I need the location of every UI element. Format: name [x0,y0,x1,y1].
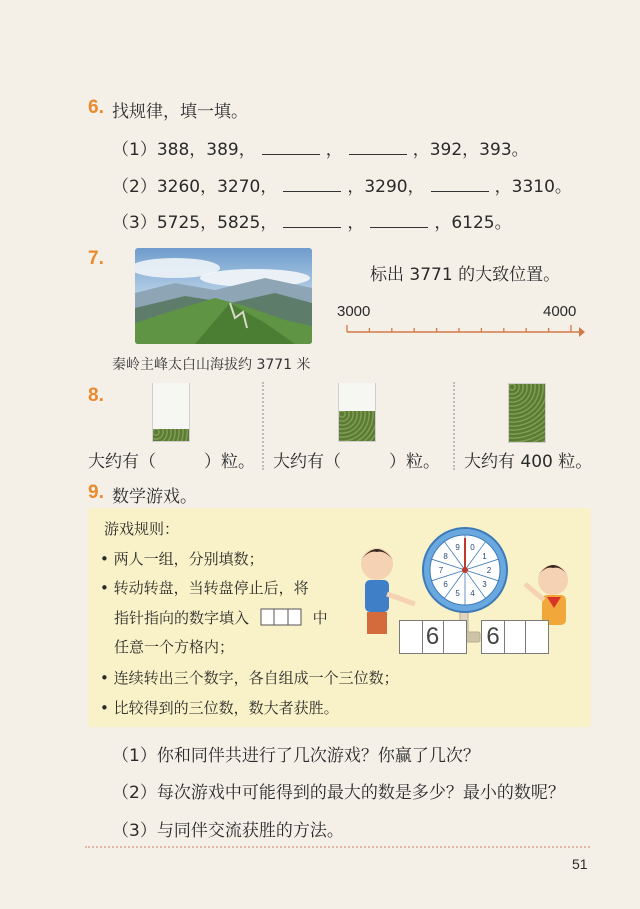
answer-blank[interactable] [262,140,320,155]
boy-left-pants [367,612,387,634]
q9-question-1: （1）你和同伴共进行了几次游戏？你赢了几次？ [112,746,480,766]
q6-row-2 [112,172,572,197]
rule-text: 任意一个方格内； [114,638,235,656]
wheel-number: 1 [482,551,487,561]
game-illustration [355,524,585,659]
q7-number: 7. [88,248,104,269]
bullet: • [100,669,109,687]
beans-small [153,429,189,441]
number-line-arrow [579,327,585,337]
row-seq-end: ，3310。 [494,177,572,197]
row-seq-start: 3260，3270， [156,177,278,197]
mountain-photo [135,248,312,344]
row-index: （3） [112,213,157,233]
wheel-number: 9 [455,543,460,553]
row-seq-end: ，392，393。 [412,140,529,160]
q8-label-2 [273,447,440,472]
wheel-hub [462,567,468,573]
q8-label-1 [88,447,255,472]
bullet: • [100,550,109,568]
page-number: 51 [572,856,588,872]
beans-full [509,384,545,442]
mountain-photo-svg [135,248,312,344]
answer-blank[interactable] [431,177,489,192]
wheel-number: 6 [443,580,448,590]
rule-item [100,697,339,718]
wheel-number: 7 [438,566,444,575]
boy-left-shirt [365,580,389,612]
q9-question-3: （3）与同伴交流获胜的方法。 [112,821,344,841]
wheel-number: 0 [470,543,475,553]
q9-number: 9. [88,482,104,503]
divider [262,382,264,470]
wheel-number: 5 [455,588,460,598]
number-card-right [481,620,549,654]
jar-medium [338,383,376,442]
label-suffix: ）粒。 [204,452,255,472]
jar-small [152,383,190,442]
row-sep: ， [325,140,343,160]
row-sep: ， [347,213,365,233]
rule-text: 比较得到的三位数，数大者获胜。 [113,699,339,717]
photo-caption: 秦岭主峰太白山海拔约 3771 米 [112,357,311,373]
rule-text: 转动转盘，当转盘停止后，将 [113,579,309,597]
q8-number: 8. [88,385,104,406]
axis-end-label: 4000 [543,303,577,320]
rule-text: 连续转出三个数字，各自组成一个三位数； [113,669,399,687]
divider [453,382,455,470]
bullet: • [100,579,109,597]
q8-label-3: 大约有 400 粒。 [464,452,593,472]
q6-number: 6. [88,97,104,118]
label-prefix: 大约有（ [273,452,341,472]
row-seq-start: 388，389， [156,140,256,160]
answer-blank[interactable] [283,177,341,192]
q9-question-2: （2）每次游戏中可能得到的最大的数是多少？最小的数呢？ [112,783,565,803]
axis-start-label: 3000 [337,303,371,320]
wheel-number: 4 [470,588,475,598]
bullet: • [100,699,109,717]
card-slot [400,621,423,653]
number-line-ticks [347,325,571,332]
jar-full [508,383,546,443]
answer-blank[interactable] [283,213,341,228]
beans-medium [339,411,375,441]
row-seq-end: ，6125。 [434,213,512,233]
row-index: （1） [112,140,157,160]
card-digit: 6 [422,621,444,653]
answer-blank[interactable] [349,140,407,155]
row-index: （2） [112,177,157,197]
number-line[interactable] [345,322,585,342]
rule-item [100,548,264,569]
row-seq-start: 5725，5825， [156,213,278,233]
boy-left-head [361,548,393,580]
row-seq-mid: ，3290， [347,177,425,197]
rule-item-cont [114,607,328,630]
q9-title: 数学游戏。 [112,487,197,507]
rules-title: 游戏规则： [104,520,180,538]
rule-text: 两人一组，分别填数； [113,550,264,568]
wheel-number: 3 [482,580,487,590]
rule-item-cont [114,636,234,657]
card-slot [504,621,526,653]
number-card-left [399,620,467,654]
boy-left-arm [387,594,415,604]
wheel-number: 2 [486,566,492,575]
answer-blank[interactable] [370,213,428,228]
rule-text: 指针指向的数字填入 [114,609,250,627]
card-digit: 6 [482,621,505,653]
q6-title: 找规律，填一填。 [112,102,248,122]
label-suffix: ）粒。 [389,452,440,472]
wheel-number: 8 [443,551,448,561]
q6-row-1 [112,135,529,160]
q7-task: 标出 3771 的大致位置。 [370,265,561,285]
boy-right-head [538,565,568,595]
rule-text: 中 [312,609,328,627]
three-box-icon [260,608,302,630]
label-prefix: 大约有（ [88,452,156,472]
q6-row-3 [112,208,512,233]
rule-item [100,667,399,688]
footer-divider [85,846,590,848]
rule-item [100,577,309,598]
